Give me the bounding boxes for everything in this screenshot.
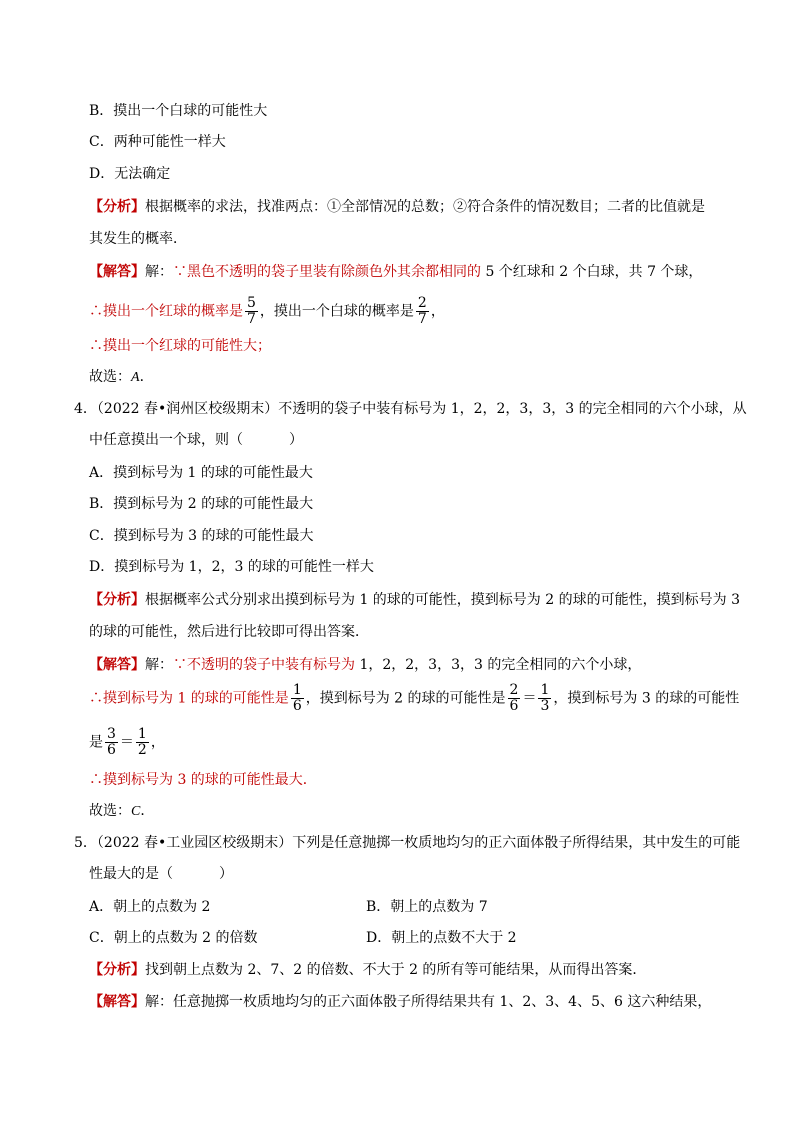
question-number: 4． [74, 401, 97, 417]
q4-solution: 【解答】解：∵不透明的袋子中装有标号为 1，2，2，3，3，3 的完全相同的六个小球， [89, 657, 642, 673]
q3-solution-probabilities: ∴摸出一个红球的概率是 $\frac{5}{7}$ ，摸出一个白球的概率是 $\frac{2}{7}$ ， [89, 295, 445, 327]
q5-analysis: 【分析】找到朝上点数为 2、7、2 的倍数、不大于 2 的所有等可能结果，从而得出答案． [89, 962, 647, 978]
question-source: （2022 春•润州区校级期末） [96, 401, 279, 417]
solution-prefix: 解： [145, 264, 173, 280]
solution-given-rest: 5 个红球和 2 个白球，共 7 个球， [481, 264, 703, 280]
q5-option-c: C．朝上的点数为 2 的倍数 [89, 930, 258, 946]
fraction-1-3: $\frac{1}{3}$ [540, 682, 550, 714]
solution-given: ∵黑色不透明的袋子里装有除颜色外其余都相同的 [173, 264, 481, 280]
solution-tag: 【解答】 [89, 994, 145, 1010]
q3-option-c: C．两种可能性一样大 [89, 134, 226, 150]
q4-stem-cont: 中任意摸出一个球，则（ ） [89, 432, 303, 448]
answer-letter: A [131, 370, 140, 385]
q3-answer: 故选：A． [89, 369, 154, 385]
analysis-tag: 【分析】 [89, 962, 145, 978]
q4-analysis-cont: 的球的可能性，然后进行比较即可得出答案． [89, 624, 369, 640]
q4-solution-conclusion: ∴摸到标号为 3 的球的可能性最大． [89, 772, 317, 788]
solution-tag: 【解答】 [89, 657, 145, 673]
q3-analysis-cont: 其发生的概率． [89, 231, 187, 247]
q4-solution-probability-3: 是 $\frac{3}{6}$ ＝ $\frac{1}{2}$ ， [89, 726, 165, 758]
q4-answer: 故选：C． [89, 803, 155, 819]
fraction-2-6: $\frac{2}{6}$ [509, 682, 519, 714]
q4-solution-probabilities: ∴摸到标号为 1 的球的可能性是 $\frac{1}{6}$ ，摸到标号为 2 的球的可能性是 $\frac{2}{6}$ ＝ $\frac{1}{3}$ ，摸到标号为 3 的球的可能性 [89, 682, 740, 714]
q5-option-d: D．朝上的点数不大于 2 [366, 930, 517, 946]
answer-letter: C [131, 804, 141, 819]
q3-option-b: B．摸出一个白球的可能性大 [89, 103, 268, 119]
q4-option-b: B．摸到标号为 2 的球的可能性最大 [89, 496, 314, 512]
q5-stem-cont: 性最大的是（ ） [89, 866, 233, 882]
q5-options-row-1 [89, 897, 709, 917]
q5-stem: 5．（2022 春•工业园区校级期末）下列是任意抛掷一枚质地均匀的正六面体骰子所得结果，其中发生的可能 [74, 835, 741, 851]
q5-option-b: B．朝上的点数为 7 [366, 899, 488, 915]
question-source: （2022 春•工业园区校级期末） [96, 835, 293, 851]
fraction-5-7: $\frac{5}{7}$ [247, 295, 256, 327]
q3-analysis [89, 197, 705, 217]
question-number: 5． [74, 835, 97, 851]
q5-option-a: A．朝上的点数为 2 [89, 899, 211, 915]
fraction-1-2: $\frac{1}{2}$ [137, 726, 147, 758]
therefore-text: ∴摸出一个红球的概率是 [89, 303, 243, 320]
q4-stem: 4．（2022 春•润州区校级期末）不透明的袋子中装有标号为 1，2，2，3，3，3 的完全相同的六个小球，从 [74, 401, 747, 417]
fraction-1-6: $\frac{1}{6}$ [292, 682, 302, 714]
q3-option-d: D．无法确定 [89, 166, 171, 182]
fraction-2-7: $\frac{2}{7}$ [417, 295, 427, 327]
q3-solution-conclusion: ∴摸出一个红球的可能性大； [89, 338, 271, 354]
fraction-3-6: $\frac{3}{6}$ [107, 726, 116, 758]
solution-tag: 【解答】 [89, 264, 145, 280]
analysis-tag: 【分析】 [89, 199, 145, 215]
q4-option-c: C．摸到标号为 3 的球的可能性最大 [89, 528, 314, 544]
q3-solution [89, 262, 702, 282]
analysis-text: 根据概率的求法，找准两点：①全部情况的总数；②符合条件的情况数目；二者的比值就是 [145, 199, 705, 215]
q5-solution: 【解答】解：任意抛掷一枚质地均匀的正六面体骰子所得结果共有 1、2、3、4、5、6 这六种结果， [89, 994, 712, 1010]
q4-analysis: 【分析】根据概率公式分别求出摸到标号为 1 的球的可能性，摸到标号为 2 的球的可能性，摸到标号为 3 [89, 592, 740, 608]
q4-option-d: D．摸到标号为 1，2，3 的球的可能性一样大 [89, 559, 374, 575]
q4-option-a: A．摸到标号为 1 的球的可能性最大 [89, 465, 313, 481]
analysis-tag: 【分析】 [89, 592, 145, 608]
q5-options-row-2 [89, 928, 709, 948]
